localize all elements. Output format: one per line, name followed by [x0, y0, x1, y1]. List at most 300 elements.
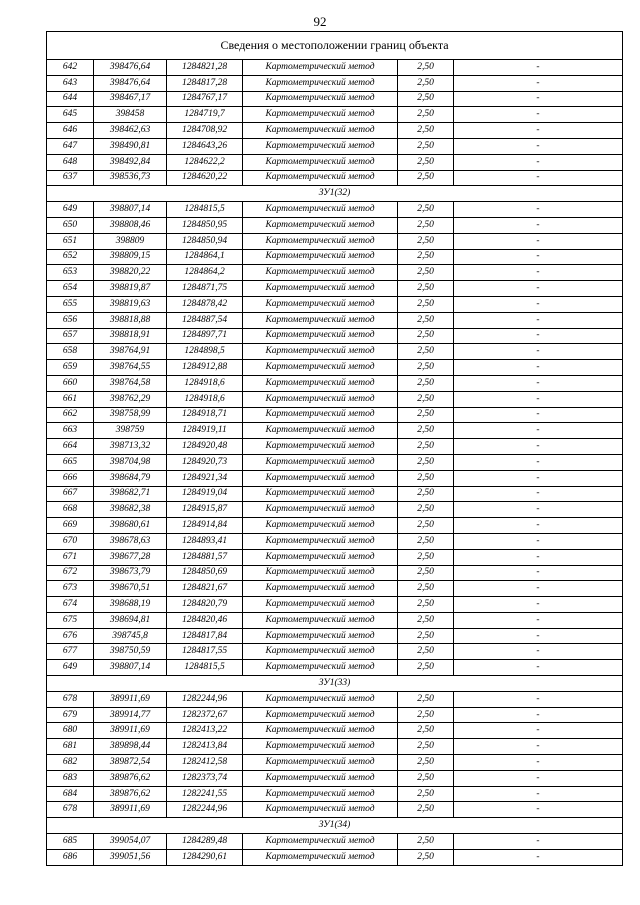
x-coordinate-cell: 398820,22	[94, 265, 167, 281]
point-number-cell: 670	[47, 533, 94, 549]
point-number-cell: 671	[47, 549, 94, 565]
x-coordinate-cell: 398819,87	[94, 281, 167, 297]
table-row	[47, 154, 623, 170]
accuracy-cell: 2,50	[398, 786, 454, 802]
point-number-cell: 648	[47, 154, 94, 170]
method-cell: Картометрический метод	[243, 154, 398, 170]
point-number-cell: 660	[47, 375, 94, 391]
table-row	[47, 170, 623, 186]
description-cell: -	[454, 755, 623, 771]
description-cell: -	[454, 849, 623, 865]
accuracy-cell: 2,50	[398, 834, 454, 850]
method-cell: Картометрический метод	[243, 375, 398, 391]
y-coordinate-cell: 1284817,55	[167, 644, 243, 660]
x-coordinate-cell: 398750,59	[94, 644, 167, 660]
table-row	[47, 849, 623, 865]
x-coordinate-cell: 398807,14	[94, 660, 167, 676]
point-number-cell: 685	[47, 834, 94, 850]
accuracy-cell: 2,50	[398, 691, 454, 707]
x-coordinate-cell: 398476,64	[94, 75, 167, 91]
table-row	[47, 786, 623, 802]
point-number-cell: 649	[47, 660, 94, 676]
description-cell: -	[454, 360, 623, 376]
description-cell: -	[454, 344, 623, 360]
description-cell: -	[454, 533, 623, 549]
y-coordinate-cell: 1284918,71	[167, 407, 243, 423]
description-cell: -	[454, 170, 623, 186]
x-coordinate-cell: 389872,54	[94, 755, 167, 771]
point-number-cell: 686	[47, 849, 94, 865]
accuracy-cell: 2,50	[398, 739, 454, 755]
table-row	[47, 391, 623, 407]
method-cell: Картометрический метод	[243, 202, 398, 218]
method-cell: Картометрический метод	[243, 123, 398, 139]
x-coordinate-cell: 398682,71	[94, 486, 167, 502]
method-cell: Картометрический метод	[243, 281, 398, 297]
table-row	[47, 233, 623, 249]
x-coordinate-cell: 398682,38	[94, 502, 167, 518]
y-coordinate-cell: 1284817,84	[167, 628, 243, 644]
y-coordinate-cell: 1284643,26	[167, 138, 243, 154]
description-cell: -	[454, 612, 623, 628]
point-number-cell: 662	[47, 407, 94, 423]
x-coordinate-cell: 398764,55	[94, 360, 167, 376]
method-cell: Картометрический метод	[243, 707, 398, 723]
section-row	[47, 818, 623, 834]
description-cell: -	[454, 233, 623, 249]
x-coordinate-cell: 398764,91	[94, 344, 167, 360]
point-number-cell: 682	[47, 755, 94, 771]
accuracy-cell: 2,50	[398, 75, 454, 91]
table-row	[47, 375, 623, 391]
x-coordinate-cell: 398809,15	[94, 249, 167, 265]
table-row	[47, 202, 623, 218]
y-coordinate-cell: 1284821,67	[167, 581, 243, 597]
point-number-cell: 680	[47, 723, 94, 739]
point-number-cell: 667	[47, 486, 94, 502]
y-coordinate-cell: 1284850,94	[167, 233, 243, 249]
y-coordinate-cell: 1284920,73	[167, 454, 243, 470]
point-number-cell: 658	[47, 344, 94, 360]
x-coordinate-cell: 398462,63	[94, 123, 167, 139]
point-number-cell: 681	[47, 739, 94, 755]
y-coordinate-cell: 1284871,75	[167, 281, 243, 297]
description-cell: -	[454, 770, 623, 786]
x-coordinate-cell: 398678,63	[94, 533, 167, 549]
table-row	[47, 296, 623, 312]
accuracy-cell: 2,50	[398, 312, 454, 328]
method-cell: Картометрический метод	[243, 170, 398, 186]
table-row	[47, 802, 623, 818]
table-row	[47, 597, 623, 613]
accuracy-cell: 2,50	[398, 849, 454, 865]
accuracy-cell: 2,50	[398, 202, 454, 218]
y-coordinate-cell: 1284289,48	[167, 834, 243, 850]
method-cell: Картометрический метод	[243, 265, 398, 281]
description-cell: -	[454, 691, 623, 707]
description-cell: -	[454, 454, 623, 470]
boundary-coordinates-table	[46, 31, 623, 866]
description-cell: -	[454, 60, 623, 76]
point-number-cell: 657	[47, 328, 94, 344]
y-coordinate-cell: 1284820,79	[167, 597, 243, 613]
description-cell: -	[454, 391, 623, 407]
table-row	[47, 549, 623, 565]
description-cell: -	[454, 423, 623, 439]
accuracy-cell: 2,50	[398, 660, 454, 676]
description-cell: -	[454, 502, 623, 518]
description-cell: -	[454, 644, 623, 660]
x-coordinate-cell: 398688,19	[94, 597, 167, 613]
y-coordinate-cell: 1284887,54	[167, 312, 243, 328]
method-cell: Картометрический метод	[243, 628, 398, 644]
description-cell: -	[454, 581, 623, 597]
accuracy-cell: 2,50	[398, 581, 454, 597]
point-number-cell: 653	[47, 265, 94, 281]
y-coordinate-cell: 1284864,2	[167, 265, 243, 281]
section-label: ЗУ1(33)	[47, 676, 623, 692]
point-number-cell: 642	[47, 60, 94, 76]
accuracy-cell: 2,50	[398, 423, 454, 439]
table-row	[47, 502, 623, 518]
table-row	[47, 454, 623, 470]
method-cell: Картометрический метод	[243, 644, 398, 660]
accuracy-cell: 2,50	[398, 707, 454, 723]
table-row	[47, 770, 623, 786]
method-cell: Картометрический метод	[243, 660, 398, 676]
description-cell: -	[454, 202, 623, 218]
y-coordinate-cell: 1284918,6	[167, 375, 243, 391]
table-row	[47, 533, 623, 549]
accuracy-cell: 2,50	[398, 597, 454, 613]
description-cell: -	[454, 660, 623, 676]
y-coordinate-cell: 1284815,5	[167, 202, 243, 218]
x-coordinate-cell: 398819,63	[94, 296, 167, 312]
point-number-cell: 675	[47, 612, 94, 628]
y-coordinate-cell: 1282413,84	[167, 739, 243, 755]
point-number-cell: 659	[47, 360, 94, 376]
point-number-cell: 656	[47, 312, 94, 328]
method-cell: Картометрический метод	[243, 391, 398, 407]
description-cell: -	[454, 265, 623, 281]
y-coordinate-cell: 1284918,6	[167, 391, 243, 407]
method-cell: Картометрический метод	[243, 723, 398, 739]
accuracy-cell: 2,50	[398, 281, 454, 297]
table-row	[47, 834, 623, 850]
method-cell: Картометрический метод	[243, 549, 398, 565]
method-cell: Картометрический метод	[243, 502, 398, 518]
accuracy-cell: 2,50	[398, 344, 454, 360]
table-row	[47, 723, 623, 739]
description-cell: -	[454, 834, 623, 850]
point-number-cell: 654	[47, 281, 94, 297]
method-cell: Картометрический метод	[243, 91, 398, 107]
accuracy-cell: 2,50	[398, 296, 454, 312]
x-coordinate-cell: 398490,81	[94, 138, 167, 154]
table-row	[47, 612, 623, 628]
x-coordinate-cell: 389876,62	[94, 786, 167, 802]
table-row	[47, 217, 623, 233]
description-cell: -	[454, 91, 623, 107]
method-cell: Картометрический метод	[243, 312, 398, 328]
x-coordinate-cell: 398536,73	[94, 170, 167, 186]
point-number-cell: 672	[47, 565, 94, 581]
y-coordinate-cell: 1284881,57	[167, 549, 243, 565]
table-row	[47, 628, 623, 644]
method-cell: Картометрический метод	[243, 834, 398, 850]
y-coordinate-cell: 1284898,5	[167, 344, 243, 360]
accuracy-cell: 2,50	[398, 502, 454, 518]
method-cell: Картометрический метод	[243, 60, 398, 76]
point-number-cell: 647	[47, 138, 94, 154]
y-coordinate-cell: 1284921,34	[167, 470, 243, 486]
x-coordinate-cell: 389911,69	[94, 802, 167, 818]
description-cell: -	[454, 597, 623, 613]
accuracy-cell: 2,50	[398, 107, 454, 123]
accuracy-cell: 2,50	[398, 375, 454, 391]
method-cell: Картометрический метод	[243, 407, 398, 423]
y-coordinate-cell: 1282413,22	[167, 723, 243, 739]
method-cell: Картометрический метод	[243, 138, 398, 154]
method-cell: Картометрический метод	[243, 249, 398, 265]
description-cell: -	[454, 470, 623, 486]
y-coordinate-cell: 1284893,41	[167, 533, 243, 549]
x-coordinate-cell: 398818,91	[94, 328, 167, 344]
accuracy-cell: 2,50	[398, 565, 454, 581]
method-cell: Картометрический метод	[243, 75, 398, 91]
x-coordinate-cell: 398758,99	[94, 407, 167, 423]
point-number-cell: 649	[47, 202, 94, 218]
y-coordinate-cell: 1284708,92	[167, 123, 243, 139]
table-row	[47, 518, 623, 534]
x-coordinate-cell: 398759	[94, 423, 167, 439]
table-row	[47, 344, 623, 360]
description-cell: -	[454, 107, 623, 123]
table-row	[47, 660, 623, 676]
point-number-cell: 644	[47, 91, 94, 107]
x-coordinate-cell: 398458	[94, 107, 167, 123]
y-coordinate-cell: 1284850,69	[167, 565, 243, 581]
section-row	[47, 186, 623, 202]
point-number-cell: 674	[47, 597, 94, 613]
y-coordinate-cell: 1284719,7	[167, 107, 243, 123]
point-number-cell: 637	[47, 170, 94, 186]
accuracy-cell: 2,50	[398, 439, 454, 455]
point-number-cell: 645	[47, 107, 94, 123]
table-row	[47, 581, 623, 597]
method-cell: Картометрический метод	[243, 786, 398, 802]
point-number-cell: 665	[47, 454, 94, 470]
x-coordinate-cell: 398818,88	[94, 312, 167, 328]
point-number-cell: 655	[47, 296, 94, 312]
description-cell: -	[454, 486, 623, 502]
y-coordinate-cell: 1282244,96	[167, 802, 243, 818]
accuracy-cell: 2,50	[398, 770, 454, 786]
page-number: 92	[313, 14, 327, 29]
method-cell: Картометрический метод	[243, 107, 398, 123]
x-coordinate-cell: 398677,28	[94, 549, 167, 565]
accuracy-cell: 2,50	[398, 723, 454, 739]
x-coordinate-cell: 398476,64	[94, 60, 167, 76]
method-cell: Картометрический метод	[243, 802, 398, 818]
y-coordinate-cell: 1284919,04	[167, 486, 243, 502]
method-cell: Картометрический метод	[243, 533, 398, 549]
y-coordinate-cell: 1284817,28	[167, 75, 243, 91]
table-row	[47, 360, 623, 376]
method-cell: Картометрический метод	[243, 360, 398, 376]
x-coordinate-cell: 389914,77	[94, 707, 167, 723]
point-number-cell: 673	[47, 581, 94, 597]
table-row	[47, 691, 623, 707]
accuracy-cell: 2,50	[398, 123, 454, 139]
description-cell: -	[454, 739, 623, 755]
accuracy-cell: 2,50	[398, 360, 454, 376]
accuracy-cell: 2,50	[398, 217, 454, 233]
table-row	[47, 439, 623, 455]
table-row	[47, 249, 623, 265]
x-coordinate-cell: 398680,61	[94, 518, 167, 534]
accuracy-cell: 2,50	[398, 486, 454, 502]
description-cell: -	[454, 154, 623, 170]
y-coordinate-cell: 1282241,55	[167, 786, 243, 802]
table-row	[47, 312, 623, 328]
description-cell: -	[454, 312, 623, 328]
accuracy-cell: 2,50	[398, 518, 454, 534]
method-cell: Картометрический метод	[243, 739, 398, 755]
x-coordinate-cell: 398807,14	[94, 202, 167, 218]
y-coordinate-cell: 1284290,61	[167, 849, 243, 865]
point-number-cell: 679	[47, 707, 94, 723]
point-number-cell: 643	[47, 75, 94, 91]
description-cell: -	[454, 565, 623, 581]
table-row	[47, 138, 623, 154]
accuracy-cell: 2,50	[398, 249, 454, 265]
x-coordinate-cell: 398492,84	[94, 154, 167, 170]
point-number-cell: 646	[47, 123, 94, 139]
section-label: ЗУ1(34)	[47, 818, 623, 834]
y-coordinate-cell: 1282373,74	[167, 770, 243, 786]
table-row	[47, 470, 623, 486]
description-cell: -	[454, 407, 623, 423]
point-number-cell: 650	[47, 217, 94, 233]
accuracy-cell: 2,50	[398, 549, 454, 565]
point-number-cell: 663	[47, 423, 94, 439]
table-row	[47, 739, 623, 755]
table-header: Сведения о местоположении границ объекта	[47, 32, 623, 60]
point-number-cell: 676	[47, 628, 94, 644]
method-cell: Картометрический метод	[243, 486, 398, 502]
accuracy-cell: 2,50	[398, 644, 454, 660]
method-cell: Картометрический метод	[243, 518, 398, 534]
method-cell: Картометрический метод	[243, 454, 398, 470]
method-cell: Картометрический метод	[243, 770, 398, 786]
accuracy-cell: 2,50	[398, 407, 454, 423]
section-row	[47, 676, 623, 692]
description-cell: -	[454, 375, 623, 391]
accuracy-cell: 2,50	[398, 391, 454, 407]
method-cell: Картометрический метод	[243, 470, 398, 486]
y-coordinate-cell: 1284815,5	[167, 660, 243, 676]
accuracy-cell: 2,50	[398, 802, 454, 818]
y-coordinate-cell: 1282244,96	[167, 691, 243, 707]
point-number-cell: 677	[47, 644, 94, 660]
x-coordinate-cell: 398684,79	[94, 470, 167, 486]
x-coordinate-cell: 398764,58	[94, 375, 167, 391]
method-cell: Картометрический метод	[243, 597, 398, 613]
y-coordinate-cell: 1284920,48	[167, 439, 243, 455]
point-number-cell: 668	[47, 502, 94, 518]
method-cell: Картометрический метод	[243, 612, 398, 628]
x-coordinate-cell: 398713,32	[94, 439, 167, 455]
accuracy-cell: 2,50	[398, 612, 454, 628]
accuracy-cell: 2,50	[398, 154, 454, 170]
accuracy-cell: 2,50	[398, 470, 454, 486]
accuracy-cell: 2,50	[398, 755, 454, 771]
method-cell: Картометрический метод	[243, 849, 398, 865]
y-coordinate-cell: 1284919,11	[167, 423, 243, 439]
description-cell: -	[454, 707, 623, 723]
table-row	[47, 423, 623, 439]
point-number-cell: 661	[47, 391, 94, 407]
description-cell: -	[454, 281, 623, 297]
point-number-cell: 652	[47, 249, 94, 265]
table-row	[47, 91, 623, 107]
method-cell: Картометрический метод	[243, 691, 398, 707]
point-number-cell: 664	[47, 439, 94, 455]
method-cell: Картометрический метод	[243, 581, 398, 597]
method-cell: Картометрический метод	[243, 755, 398, 771]
description-cell: -	[454, 628, 623, 644]
table-row	[47, 265, 623, 281]
description-cell: -	[454, 217, 623, 233]
accuracy-cell: 2,50	[398, 233, 454, 249]
description-cell: -	[454, 328, 623, 344]
accuracy-cell: 2,50	[398, 628, 454, 644]
method-cell: Картометрический метод	[243, 328, 398, 344]
method-cell: Картометрический метод	[243, 217, 398, 233]
description-cell: -	[454, 518, 623, 534]
table-row	[47, 107, 623, 123]
section-label: ЗУ1(32)	[47, 186, 623, 202]
x-coordinate-cell: 398670,51	[94, 581, 167, 597]
point-number-cell: 684	[47, 786, 94, 802]
x-coordinate-cell: 398745,8	[94, 628, 167, 644]
table-header-row	[47, 32, 623, 60]
accuracy-cell: 2,50	[398, 328, 454, 344]
method-cell: Картометрический метод	[243, 296, 398, 312]
description-cell: -	[454, 249, 623, 265]
point-number-cell: 651	[47, 233, 94, 249]
method-cell: Картометрический метод	[243, 423, 398, 439]
accuracy-cell: 2,50	[398, 91, 454, 107]
point-number-cell: 678	[47, 691, 94, 707]
accuracy-cell: 2,50	[398, 138, 454, 154]
table-row	[47, 707, 623, 723]
table-row	[47, 644, 623, 660]
y-coordinate-cell: 1284878,42	[167, 296, 243, 312]
table-row	[47, 281, 623, 297]
accuracy-cell: 2,50	[398, 60, 454, 76]
description-cell: -	[454, 723, 623, 739]
description-cell: -	[454, 296, 623, 312]
x-coordinate-cell: 398762,29	[94, 391, 167, 407]
x-coordinate-cell: 398694,81	[94, 612, 167, 628]
y-coordinate-cell: 1284864,1	[167, 249, 243, 265]
method-cell: Картометрический метод	[243, 233, 398, 249]
x-coordinate-cell: 398467,17	[94, 91, 167, 107]
x-coordinate-cell: 389898,44	[94, 739, 167, 755]
y-coordinate-cell: 1284912,88	[167, 360, 243, 376]
